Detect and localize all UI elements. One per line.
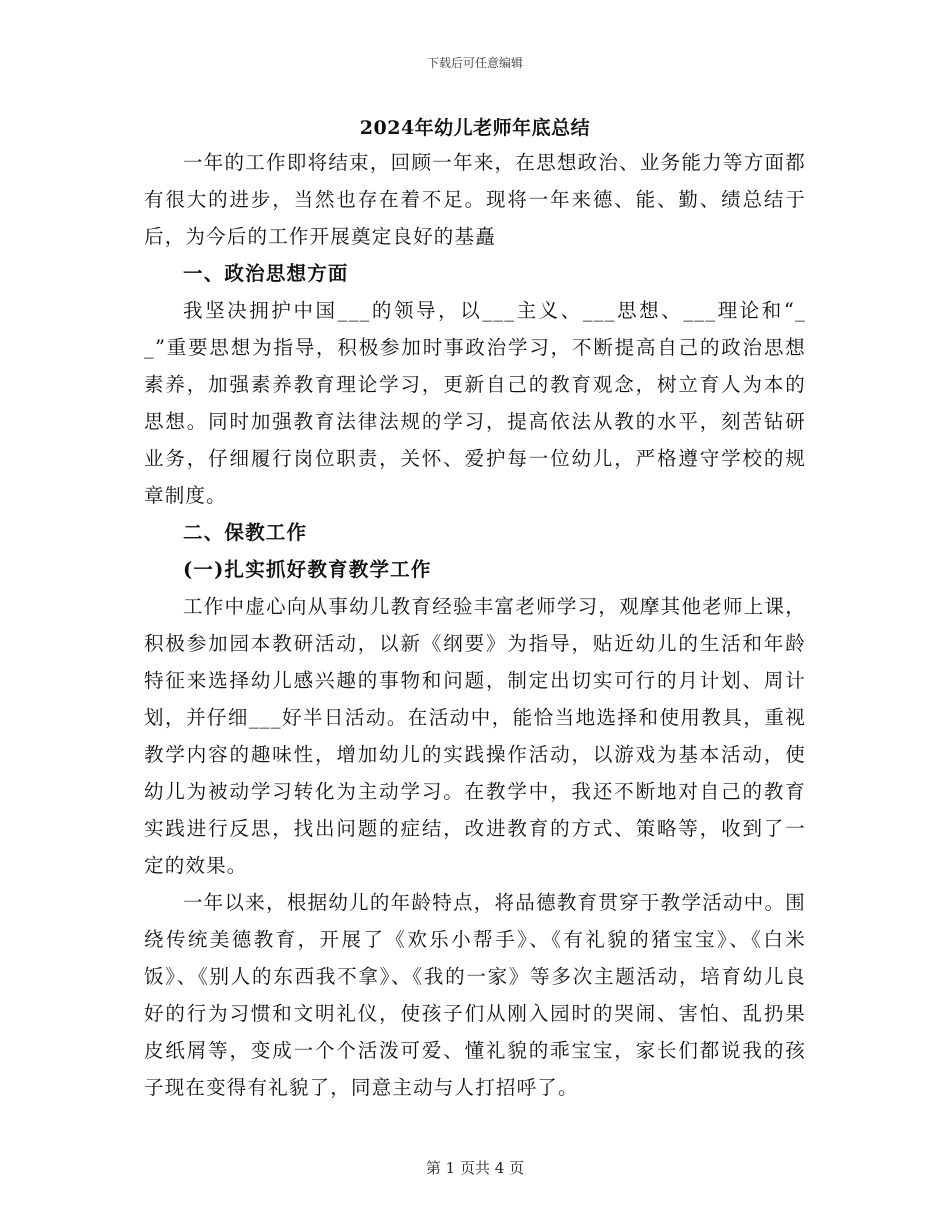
section-heading-politics: 一、政治思想方面 (183, 262, 349, 285)
section-heading-education: 二、保教工作 (183, 521, 308, 544)
subsection-heading-teaching: (一)扎实抓好教育教学工作 (183, 558, 432, 581)
document-title: 2024年幼儿老师年底总结 (359, 117, 591, 139)
politics-paragraph: 我坚决拥护中国___的领导，以___主义、___思想、___理论和“__”重要思想为指导，积极参加时事政治学习，不断提高自己的政治思想素养，加强素养教育理论学习，更新自己的教育观念，树立育人为本的思想。同时加强教育法律法规的学习，提高依法从教的水平，刻苦钻研业务，仔细履行岗位职责，关怀、爱护每一位幼儿，严格遵守学校的规章制度。 (144, 299, 806, 507)
document-body (144, 112, 806, 1106)
teaching-paragraph-1: 工作中虚心向从事幼儿教育经验丰富老师学习，观摩其他老师上课，积极参加园本教研活动，以新《纲要》为指导，贴近幼儿的生活和年龄特征来选择幼儿感兴趣的事物和问题，制定出切实可行的月计划、周计划，并仔细___好半日活动。在活动中，能恰当地选择和使用教具，重视教学内容的趣味性，增加幼儿的实践操作活动，以游戏为基本活动，使幼儿为被动学习转化为主动学习。在教学中，我还不断地对自己的教育实践进行反思，找出问题的症结，改进教育的方式、策略等，收到了一定的效果。 (144, 595, 806, 877)
intro-paragraph: 一年的工作即将结束，回顾一年来，在思想政治、业务能力等方面都有很大的进步，当然也存在着不足。现将一年来德、能、勤、绩总结于后，为今后的工作开展奠定良好的基矗 (144, 151, 806, 248)
teaching-paragraph-2: 一年以来，根据幼儿的年龄特点，将品德教育贯穿于教学活动中。围绕传统美德教育，开展了《欢乐小帮手》、《有礼貌的猪宝宝》、《白米饭》、《别人的东西我不拿》、《我的一家》等多次主题活动，培育幼儿良好的行为习惯和文明礼仪，使孩子们从刚入园时的哭闹、害怕、乱扔果皮纸屑等，变成一个个活泼可爱、懂礼貌的乖宝宝，家长们都说我的孩子现在变得有礼貌了，同意主动与人打招呼了。 (144, 891, 806, 1099)
page-number: 第 1 页共 4 页 (425, 1159, 525, 1177)
page-header-note: 下载后可任意编辑 (426, 56, 523, 70)
